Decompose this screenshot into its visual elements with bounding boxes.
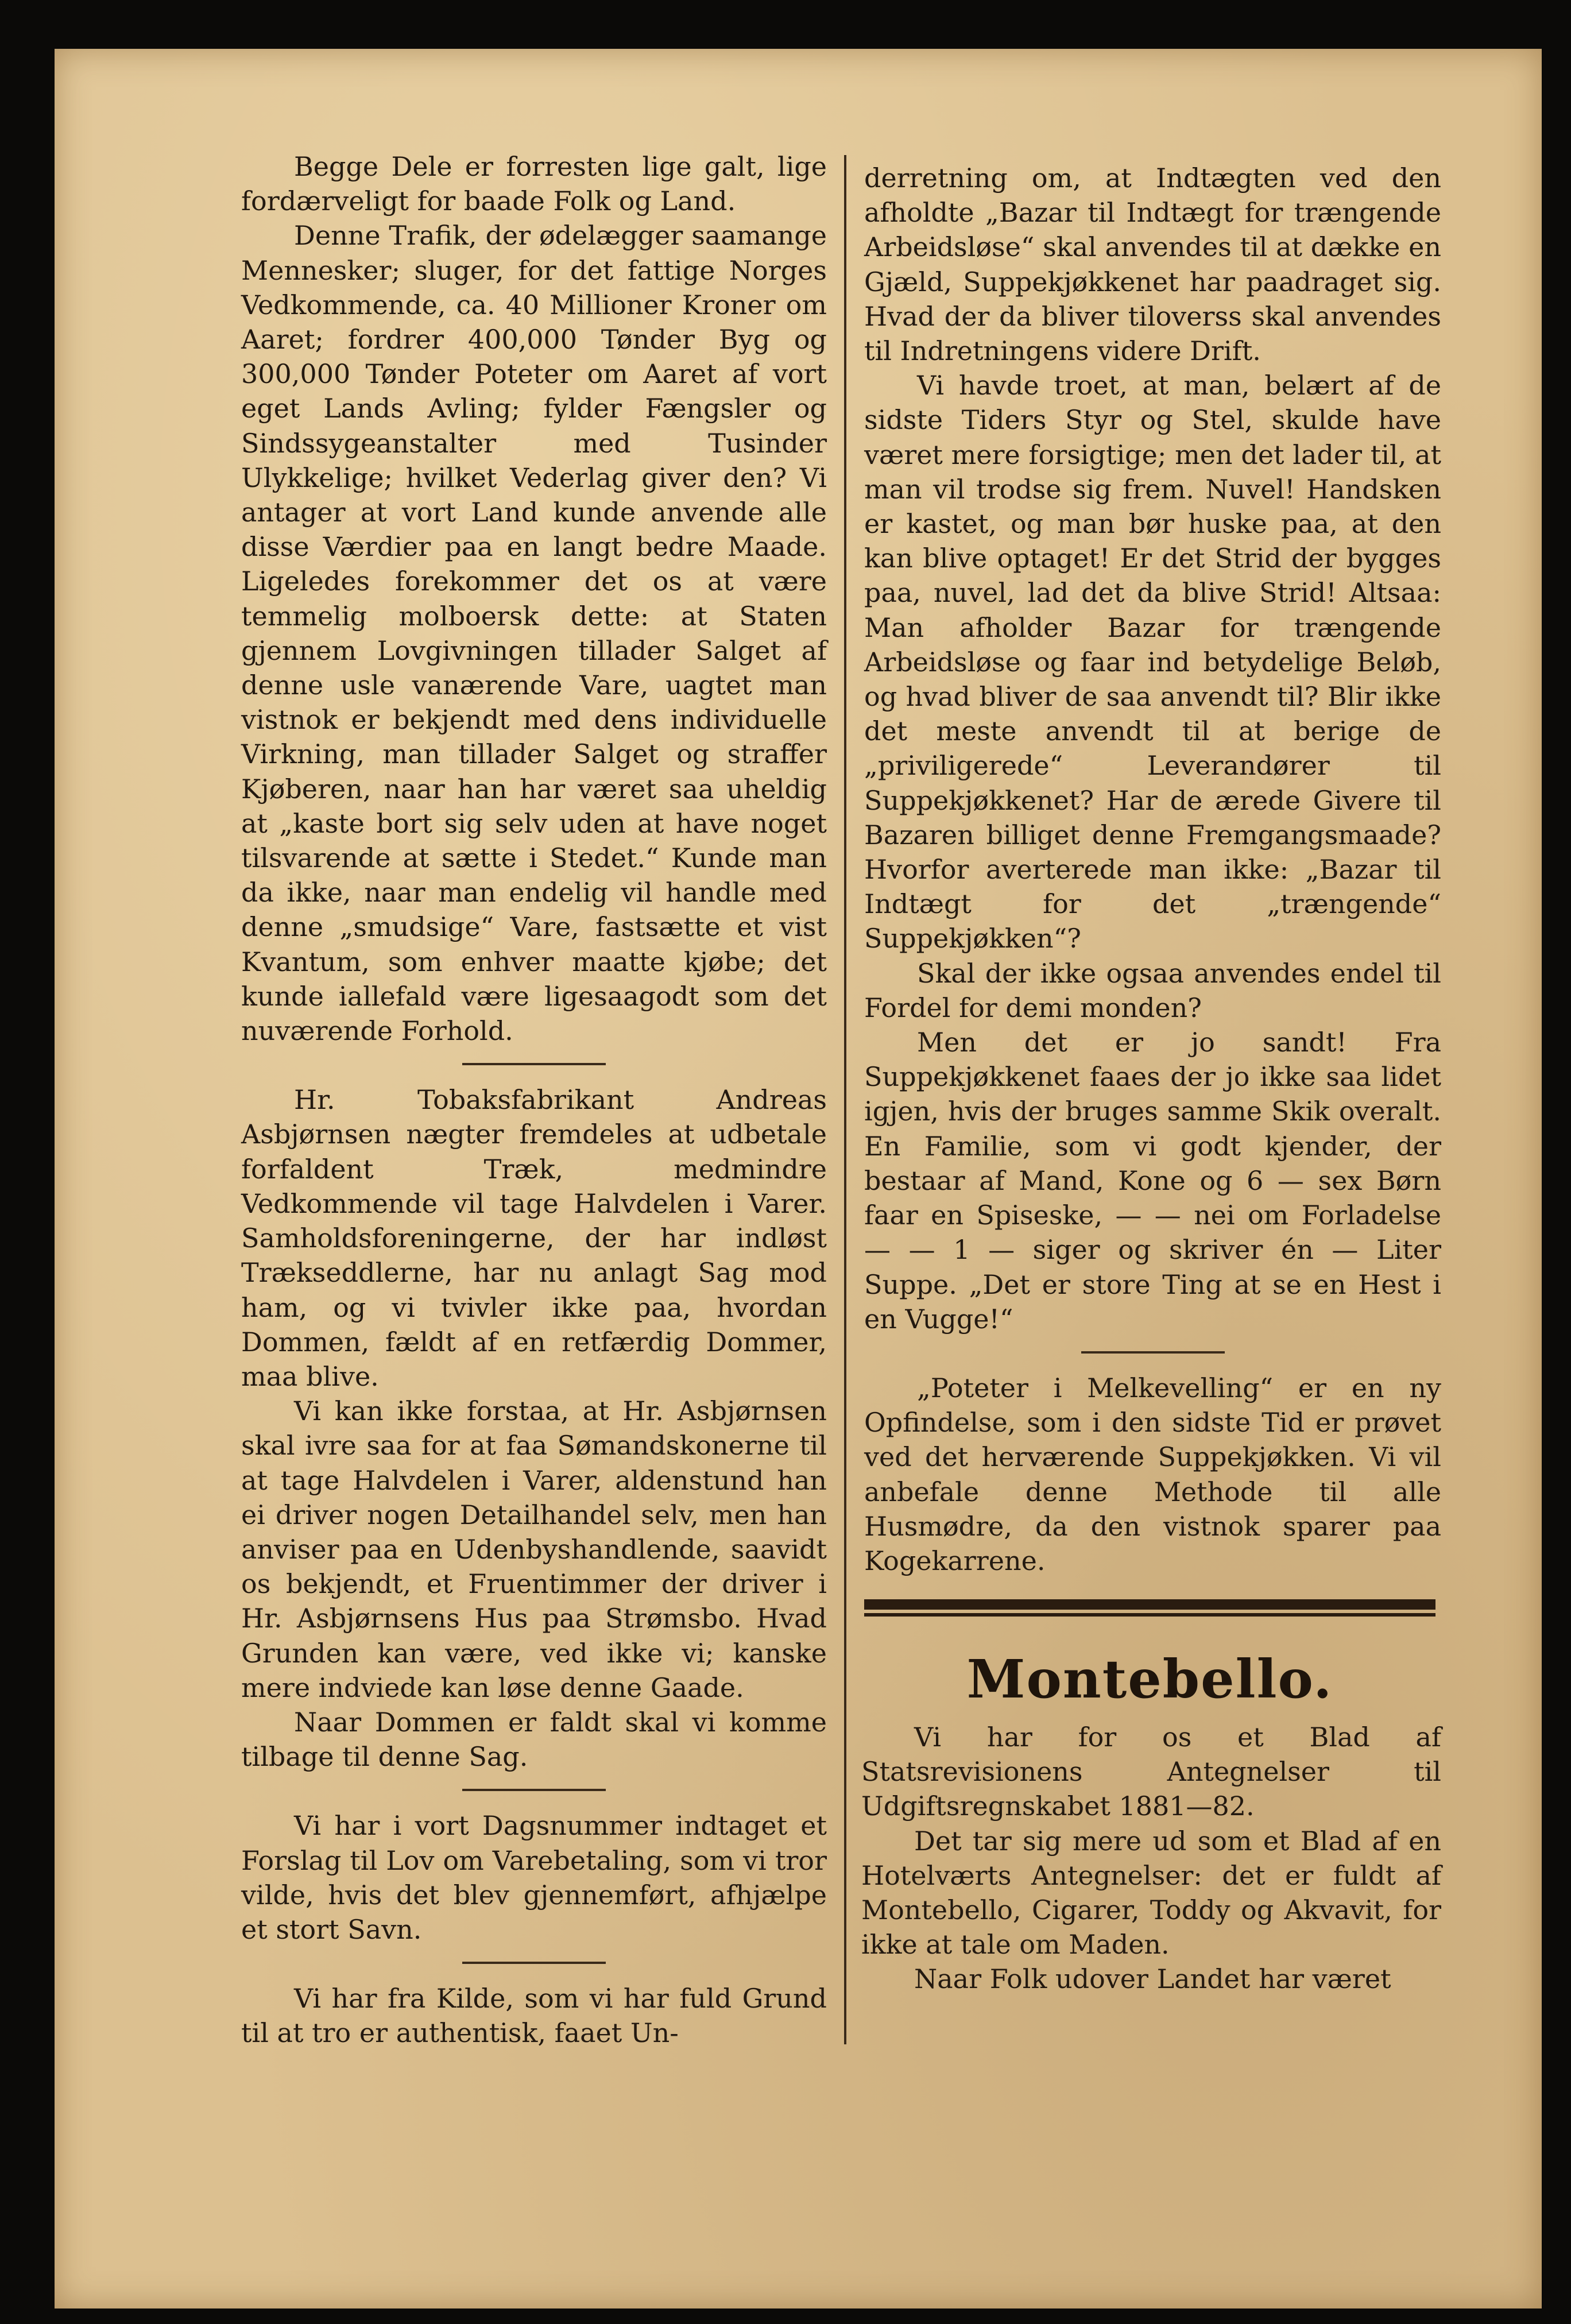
article-paragraph: Det tar sig mere ud som et Blad af en Hotelværts Antegnelser: det er fuldt af Montebello, Cigarer, Toddy og Akvavit, for ikke at tale om Maden. <box>861 1825 1441 1960</box>
left-column <box>241 149 827 2051</box>
article-paragraph: Vi har fra Kilde, som vi har fuld Grund til at tro er authentisk, faaet Un- <box>241 1983 827 2049</box>
article-paragraph: Naar Dommen er faldt skal vi komme tilbage til denne Sag. <box>241 1706 827 1773</box>
article-paragraph: Skal der ikke ogsaa anvendes endel til Fordel for demi monden? <box>864 957 1441 1023</box>
article-paragraph: Hr. Tobaksfabrikant Andreas Asbjørnsen nægter fremdeles at udbetale forfaldent Træk, medmindre Vedkommende vil tage Halvdelen i Varer. Samholdsforeningerne, der har indløst Trækseddlerne, har nu anlagt Sag mod ham, og vi tvivler ikke paa, hvordan Dommen, fældt af en retfærdig Dommer, maa blive. <box>241 1084 827 1392</box>
article-paragraph: „Poteter i Melkevelling“ er en ny Opfindelse, som i den sidste Tid er prøvet ved det herværende Suppekjøkken. Vi vil anbefale denne Methode til alle Husmødre, da den vistnok sparer paa Kogekarrene. <box>864 1372 1441 1576</box>
article-paragraph: Naar Folk udover Landet har været <box>914 1963 1391 1995</box>
headline-montebello: Montebello. <box>966 1648 1333 1710</box>
article-paragraph: Vi har for os et Blad af Statsrevisionens Antegnelser til Udgiftsregnskabet 1881—82. <box>861 1722 1441 1822</box>
article-paragraph: Vi har i vort Dagsnummer indtaget et Forslag til Lov om Varebetaling, som vi tror vilde, hvis det blev gjennemført, afhjælpe et stort Savn. <box>241 1810 827 1945</box>
article-paragraph: Vi kan ikke forstaa, at Hr. Asbjørnsen skal ivre saa for at faa Sømandskonerne til at tage Halvdelen i Varer, aldenstund han ei driver nogen Detailhandel selv, men han anviser paa en Udenbyshandlende, saavidt os bekjendt, et Fruentimmer der driver i Hr. Asbjørnsens Hus paa Strømsbo. Hvad Grunden kan være, ved ikke vi; kanske mere indviede kan løse denne Gaade. <box>241 1395 827 1703</box>
article-paragraph: Denne Trafik, der ødelægger saamange Mennesker; sluger, for det fattige Norges Vedkommende, ca. 40 Millioner Kroner om Aaret; fordrer 400,000 Tønder Byg og 300,000 Tønder Poteter om Aaret af vort eget Lands Avling; fylder Fængsler og Sindssygeanstalter med Tusinder Ulykkelige; hvilket Vederlag giver den? Vi antager at vort Land kunde anvende alle disse Værdier paa en langt bedre Maade. Ligeledes forekommer det os at være temmelig molboersk dette: at Staten gjennem Lovgivningen tillader Salget af denne usle vanærende Vare, uagtet man vistnok er bekjendt med dens individuelle Virkning, man tillader Salget og straffer Kjøberen, naar han har været saa uheldig at „kaste bort sig selv uden at have noget tilsvarende at sætte i Stedet.“ Kunde man da ikke, naar man endelig vil handle med denne „smudsige“ Vare, fastsætte et vist Kvantum, som enhver maatte kjøbe; det kunde iallefald være ligesaagodt som det nuværende Forhold. <box>241 220 827 1047</box>
article-paragraph: Begge Dele er forresten lige galt, lige fordærveligt for baade Folk og Land. <box>241 151 827 217</box>
column-rule <box>844 155 846 2044</box>
heavy-section-rule <box>864 1599 1435 1617</box>
article-paragraph: derretning om, at Indtægten ved den afholdte „Bazar til Indtægt for trængende Arbeidsløse“ skal anvendes til at dække en Gjæld, Suppekjøkkenet har paadraget sig. Hvad der da bliver tiloverss skal anvendes til Indretningens videre Drift. <box>864 163 1441 367</box>
montebello-article <box>861 1720 1441 1997</box>
section-divider <box>462 1063 606 1065</box>
section-divider <box>462 1789 606 1791</box>
article-paragraph: Vi havde troet, at man, belært af de sidste Tiders Styr og Stel, skulde have været mere forsigtige; men det lader til, at man vil trodse sig frem. Nuvel! Handsken er kastet, og man bør huske paa, at den kan blive optaget! Er det Strid der bygges paa, nuvel, lad det da blive Strid! Altsaa: Man afholder Bazar for trængende Arbeidsløse og faar ind betydelige Beløb, og hvad bliver de saa anvendt til? Blir ikke det meste anvendt til at berige de „priviligerede“ Leverandører til Suppekjøkkenet? Har de ærede Givere til Bazaren billiget denne Fremgangsmaade? Hvorfor averterede man ikke: „Bazar til Indtægt for det „trængende“ Suppekjøkken“? <box>864 370 1441 954</box>
article-paragraph: Men det er jo sandt! Fra Suppekjøkkenet faaes der jo ikke saa lidet igjen, hvis der bruges samme Skik overalt. En Familie, som vi godt kjender, der bestaar af Mand, Kone og 6 — sex Børn faar en Spiseske, — — nei om Forladelse — — 1 — siger og skriver én — Liter Suppe. „Det er store Ting at se en Hest i en Vugge!“ <box>864 1027 1441 1335</box>
section-divider <box>1081 1351 1225 1354</box>
section-divider <box>462 1962 606 1964</box>
right-column <box>864 161 1441 1578</box>
